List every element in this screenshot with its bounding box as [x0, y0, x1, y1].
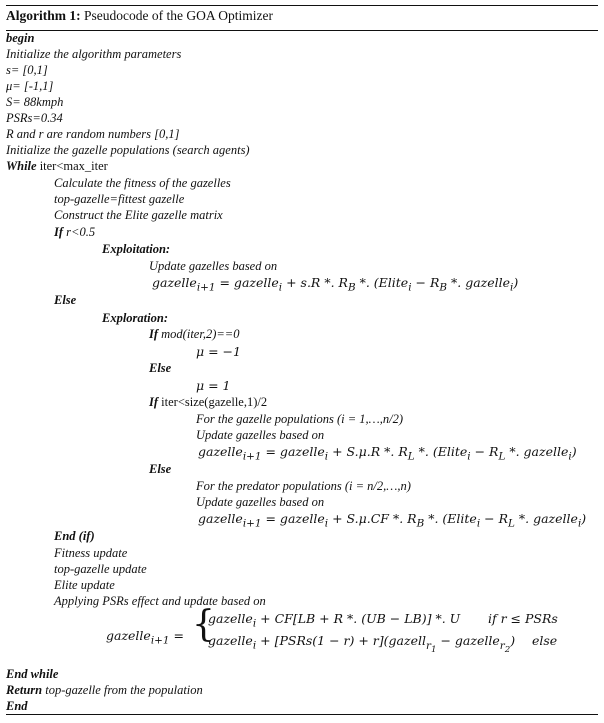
return-keyword: Return	[6, 683, 43, 697]
speed-param-line: S= 88kmph	[6, 95, 64, 109]
equation-psrs-condition-1: if r ≤ PSRs	[488, 611, 558, 626]
if-mod-line	[149, 327, 239, 342]
update-line-2: Update gazelles based on	[196, 428, 325, 442]
algorithm-label: Algorithm 1:	[6, 8, 81, 23]
while-condition: iter<max_iter	[36, 159, 108, 173]
equation-psrs-case-1: gazelle$_i$ + CF[LB + R *. (UB − LB)] *. U	[208, 611, 461, 630]
else-keyword-1: Else	[54, 293, 77, 307]
title-rule	[6, 30, 598, 31]
if-keyword: If	[54, 225, 64, 239]
elite-update-line: Elite update	[54, 578, 115, 592]
update-line-1: Update gazelles based on	[149, 259, 278, 273]
return-line	[6, 683, 203, 698]
bottom-rule	[6, 714, 598, 715]
top-gazelle-update-line: top-gazelle update	[54, 562, 147, 576]
mu-param-line: μ= [-1,1]	[6, 79, 54, 93]
if-mod-keyword: If	[149, 327, 159, 341]
while-line	[6, 159, 108, 174]
if-mod-condition: mod(iter,2)==0	[158, 327, 240, 341]
calc-fitness-line: Calculate the fitness of the gazelles	[54, 176, 231, 190]
random-numbers-line: R and r are random numbers [0,1]	[6, 127, 180, 141]
if-size-condition: iter<size(gazelle,1)/2	[158, 395, 268, 409]
mu-negative-assignment: μ = −1	[196, 344, 241, 359]
return-text: top-gazelle from the population	[42, 683, 203, 697]
end-if-keyword: End (if)	[54, 529, 95, 543]
gazelle-populations-line: For the gazelle populations (i = 1,…,n/2)	[196, 412, 404, 426]
else-keyword-2: Else	[149, 361, 172, 375]
equation-psrs-case-2: gazelle$_i$ + [PSRs(1 − r) + r](gazell$_{r_1}$ − gazelle$_{r_2}$)	[208, 633, 516, 655]
begin-keyword: begin	[6, 31, 35, 45]
fitness-update-line: Fitness update	[54, 546, 128, 560]
s-param-line: s= [0,1]	[6, 63, 48, 77]
top-rule	[6, 5, 598, 6]
piecewise-brace: {	[192, 604, 215, 645]
apply-psrs-line: Applying PSRs effect and update based on	[54, 594, 266, 608]
if-size-keyword: If	[149, 395, 159, 409]
predator-populations-line: For the predator populations (i = n/2,…,n)	[196, 479, 411, 493]
algorithm-title	[6, 8, 273, 24]
exploration-heading: Exploration:	[102, 311, 168, 325]
equation-gazelle-update: gazelle$_{i+1}$ = gazelle$_i$ + S.μ.R *. $R_L$ *. (Elite$_i$ − $R_L$ *. gazelle$_i$)	[198, 444, 577, 463]
update-line-3: Update gazelles based on	[196, 495, 325, 509]
if-condition: r<0.5	[63, 225, 96, 239]
equation-predator-update: gazelle$_{i+1}$ = gazelle$_i$ + S.μ.CF *. $R_B$ *. (Elite$_i$ − $R_L$ *. gazelle$_i$)	[198, 511, 587, 530]
equation-psrs-condition-2: else	[532, 633, 558, 648]
while-keyword: While	[6, 159, 37, 173]
else-keyword-3: Else	[149, 462, 172, 476]
end-while-keyword: End while	[6, 667, 59, 681]
equation-exploitation: gazelle$_{i+1}$ = gazelle$_i$ + s.R *. $R_B$ *. (Elite$_i$ − $R_B$ *. gazelle$_i$)	[152, 275, 519, 294]
psrs-param-line: PSRs=0.34	[6, 111, 63, 125]
top-gazelle-line: top-gazelle=fittest gazelle	[54, 192, 185, 206]
elite-matrix-line: Construct the Elite gazelle matrix	[54, 208, 223, 222]
mu-positive-assignment: μ = 1	[196, 378, 231, 393]
algorithm-title-text: Pseudocode of the GOA Optimizer	[84, 8, 273, 23]
init-population-line: Initialize the gazelle populations (search agents)	[6, 143, 250, 157]
if-size-line	[149, 395, 267, 410]
if-line	[54, 225, 95, 240]
equation-psrs-lhs: gazelle$_{i+1}$ =	[106, 628, 184, 647]
exploitation-heading: Exploitation:	[102, 242, 171, 256]
init-params-line: Initialize the algorithm parameters	[6, 47, 182, 61]
end-keyword: End	[6, 699, 28, 713]
